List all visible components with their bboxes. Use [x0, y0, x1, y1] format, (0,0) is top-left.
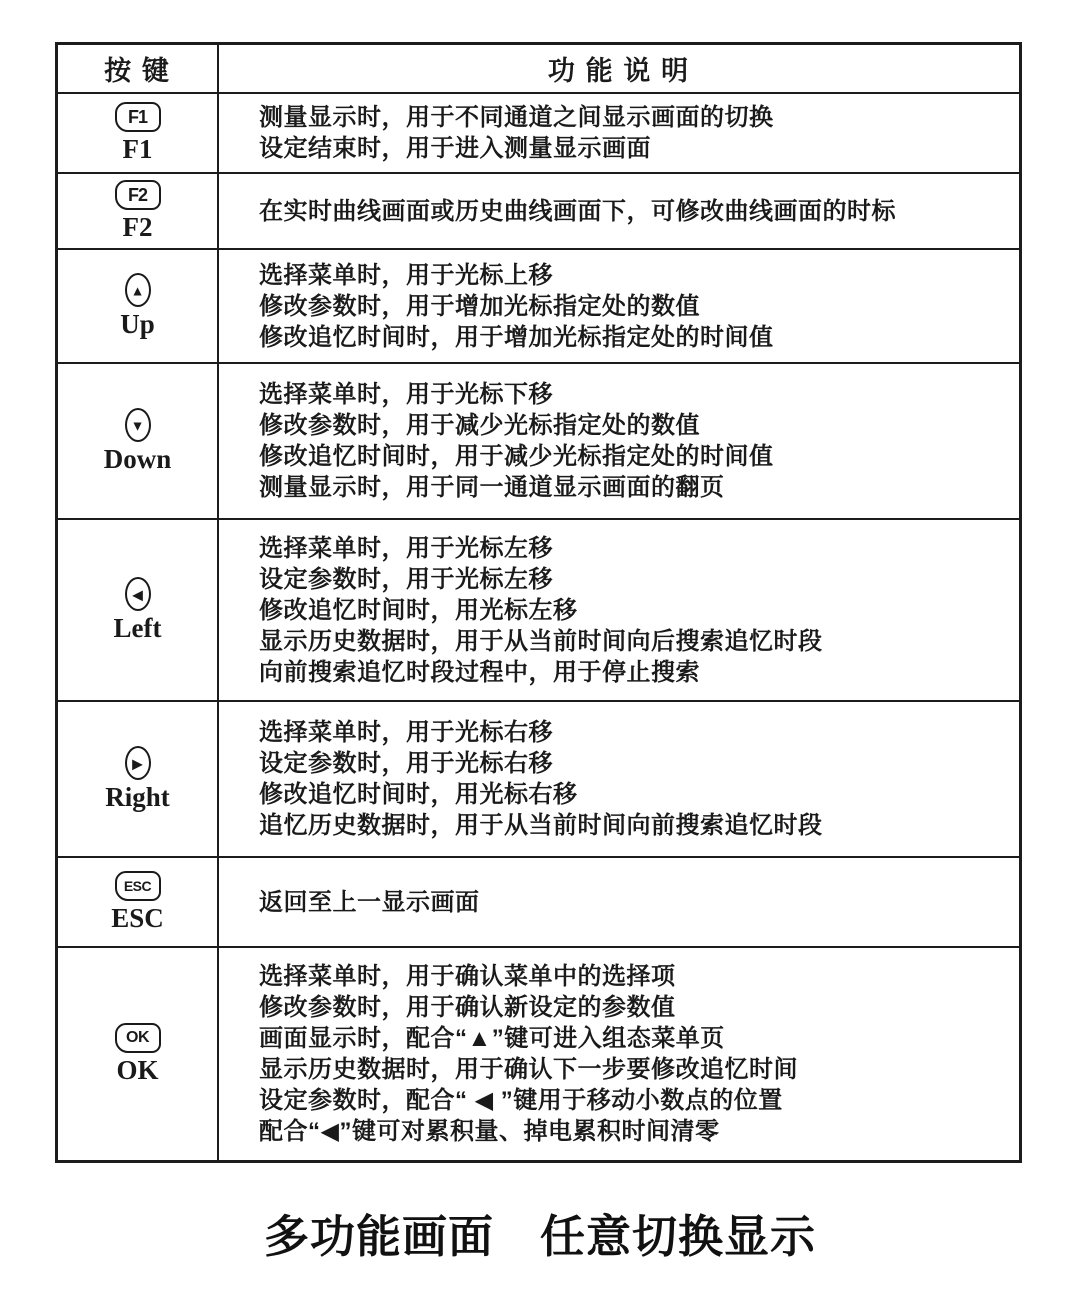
right-key-cell [58, 702, 219, 856]
table-row-f2 [58, 174, 1019, 250]
esc-key-cell [58, 858, 219, 946]
right-description-cell [219, 702, 1019, 856]
down-arrow-icon [125, 408, 151, 442]
function-line: 设定结束时，用于进入测量显示画面 [259, 135, 651, 162]
function-line: 画面显示时，配合“▲”键可进入组态菜单页 [259, 1025, 725, 1052]
f2-description-cell [219, 174, 1019, 248]
table-row-left [58, 520, 1019, 702]
function-line: 显示历史数据时，用于确认下一步要修改追忆时间 [259, 1056, 798, 1083]
table-row-right [58, 702, 1019, 858]
function-line: 修改追忆时间时，用光标左移 [259, 596, 578, 624]
function-line: 修改参数时，用于确认新设定的参数值 [259, 994, 676, 1021]
function-line: 测量显示时，用于不同通道之间显示画面的切换 [259, 104, 774, 131]
down-key-label: Down [103, 443, 172, 474]
function-line: 向前搜索追忆时段过程中，用于停止搜索 [259, 658, 700, 686]
ok-key-label: OK [116, 1054, 159, 1085]
f2-key-label: F2 [122, 211, 153, 242]
function-line: 追忆历史数据时，用于从当前时间向前搜索追忆时段 [259, 812, 823, 839]
function-line: 修改参数时，用于增加光标指定处的数值 [259, 292, 700, 320]
esc-key-label: ESC [111, 902, 164, 933]
function-line: 修改追忆时间时，用于增加光标指定处的时间值 [259, 323, 774, 351]
f1-key-icon-text: F1 [127, 106, 147, 127]
function-line: 修改追忆时间时，用光标右移 [259, 781, 578, 808]
down-description-cell [219, 364, 1019, 518]
header-key-column: 按 键 [58, 45, 219, 92]
down-arrow-glyph: ▼ [130, 417, 145, 434]
function-line: 返回至上一显示画面 [259, 888, 480, 916]
ok-key-cell [58, 948, 219, 1160]
table-row-f1 [58, 94, 1019, 174]
left-arrow-icon [125, 577, 151, 611]
f2-key-icon [115, 180, 161, 210]
f2-key-icon-text: F2 [127, 184, 147, 205]
function-line: 选择菜单时，用于光标上移 [259, 261, 553, 289]
ok-key-icon [115, 1023, 161, 1053]
function-line: 显示历史数据时，用于从当前时间向后搜索追忆时段 [259, 627, 823, 655]
up-arrow-glyph: ▲ [130, 282, 145, 299]
function-line: 选择菜单时，用于光标下移 [259, 381, 553, 408]
up-key-cell [58, 250, 219, 362]
function-line: 测量显示时，用于同一通道显示画面的翻页 [259, 474, 725, 501]
function-line: 配合“◀”键可对累积量、掉电累积时间清零 [259, 1118, 720, 1145]
left-key-label: Left [113, 612, 162, 643]
f1-key-cell [58, 94, 219, 172]
up-description-cell [219, 250, 1019, 362]
function-line: 修改参数时，用于减少光标指定处的数值 [259, 412, 700, 439]
footer-slogan: 多功能画面 任意切换显示 [263, 1211, 816, 1262]
up-arrow-icon [125, 273, 151, 307]
function-line: 选择菜单时，用于确认菜单中的选择项 [259, 963, 676, 990]
function-line: 修改追忆时间时，用于减少光标指定处的时间值 [259, 443, 774, 470]
left-key-cell [58, 520, 219, 700]
function-line: 设定参数时，配合“ ◀ ”键用于移动小数点的位置 [259, 1087, 783, 1114]
key-function-table [55, 42, 1022, 1163]
function-line: 选择菜单时，用于光标右移 [259, 719, 553, 746]
esc-description-cell [219, 858, 1019, 946]
esc-key-icon-text: ESC [123, 877, 152, 894]
f1-key-icon [115, 102, 161, 132]
ok-description-cell [219, 948, 1019, 1160]
right-arrow-glyph: ▶ [132, 755, 143, 772]
f2-key-cell [58, 174, 219, 248]
esc-key-icon [115, 871, 161, 901]
right-key-label: Right [105, 781, 170, 812]
left-description-cell [219, 520, 1019, 700]
right-arrow-icon [125, 746, 151, 780]
table-header-row [58, 45, 1019, 94]
header-description-column: 功 能 说 明 [547, 56, 691, 86]
function-line: 选择菜单时，用于光标左移 [259, 534, 553, 562]
ok-key-icon-text: OK [126, 1028, 149, 1046]
table-row-down [58, 364, 1019, 520]
table-row-ok [58, 948, 1019, 1160]
table-row-esc [58, 858, 1019, 948]
down-key-cell [58, 364, 219, 518]
function-line: 设定参数时，用于光标左移 [259, 565, 553, 593]
f1-key-label: F1 [122, 133, 153, 164]
f1-description-cell [219, 94, 1019, 172]
left-arrow-glyph: ◀ [132, 586, 143, 603]
up-key-label: Up [120, 308, 155, 339]
function-line: 设定参数时，用于光标右移 [259, 750, 553, 777]
function-line: 在实时曲线画面或历史曲线画面下，可修改曲线画面的时标 [259, 197, 896, 225]
table-row-up [58, 250, 1019, 364]
